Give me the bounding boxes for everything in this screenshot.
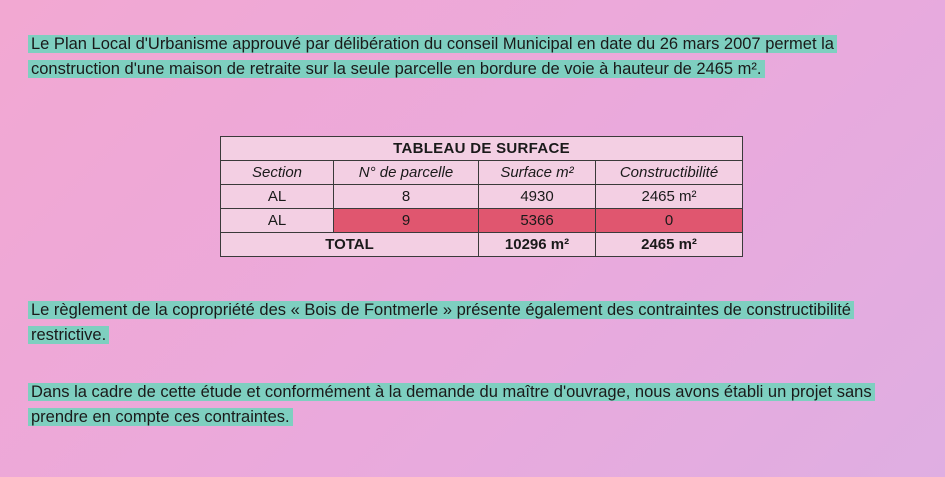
highlighted-text: Dans la cadre de cette étude et conformément à la demande du maître d'ouvrage, nous avons établi un projet sans prendre en compte ces contraintes.: [28, 383, 875, 426]
cell-section: AL: [221, 185, 334, 209]
cell-surface: 5366: [479, 209, 596, 233]
cell-constructibilite: 0: [596, 209, 743, 233]
header-section: Section: [221, 161, 334, 185]
paragraph-plu: [28, 32, 913, 82]
total-label: TOTAL: [221, 233, 479, 257]
cell-parcelle: 8: [334, 185, 479, 209]
table-title: TABLEAU DE SURFACE: [221, 137, 743, 161]
total-surface: 10296 m²: [479, 233, 596, 257]
paragraph-copropriete: [28, 298, 913, 348]
cell-surface: 4930: [479, 185, 596, 209]
table-row: [221, 185, 743, 209]
header-parcelle: N° de parcelle: [334, 161, 479, 185]
surface-table: [220, 136, 743, 257]
cell-constructibilite: 2465 m²: [596, 185, 743, 209]
cell-section: AL: [221, 209, 334, 233]
table-total-row: [221, 233, 743, 257]
highlighted-text: Le règlement de la copropriété des « Bois de Fontmerle » présente également des contraintes de constructibilité restrictive.: [28, 301, 854, 344]
cell-parcelle: 9: [334, 209, 479, 233]
total-constructibilite: 2465 m²: [596, 233, 743, 257]
table-row: [221, 209, 743, 233]
header-surface: Surface m²: [479, 161, 596, 185]
header-constructibilite: Constructibilité: [596, 161, 743, 185]
table-header-row: [221, 161, 743, 185]
highlighted-text: Le Plan Local d'Urbanisme approuvé par délibération du conseil Municipal en date du 26 mars 2007 permet la construction d'une maison de retraite sur la seule parcelle en bordure de voie à hauteur de 2465 m².: [28, 35, 837, 78]
paragraph-etude: [28, 380, 913, 430]
